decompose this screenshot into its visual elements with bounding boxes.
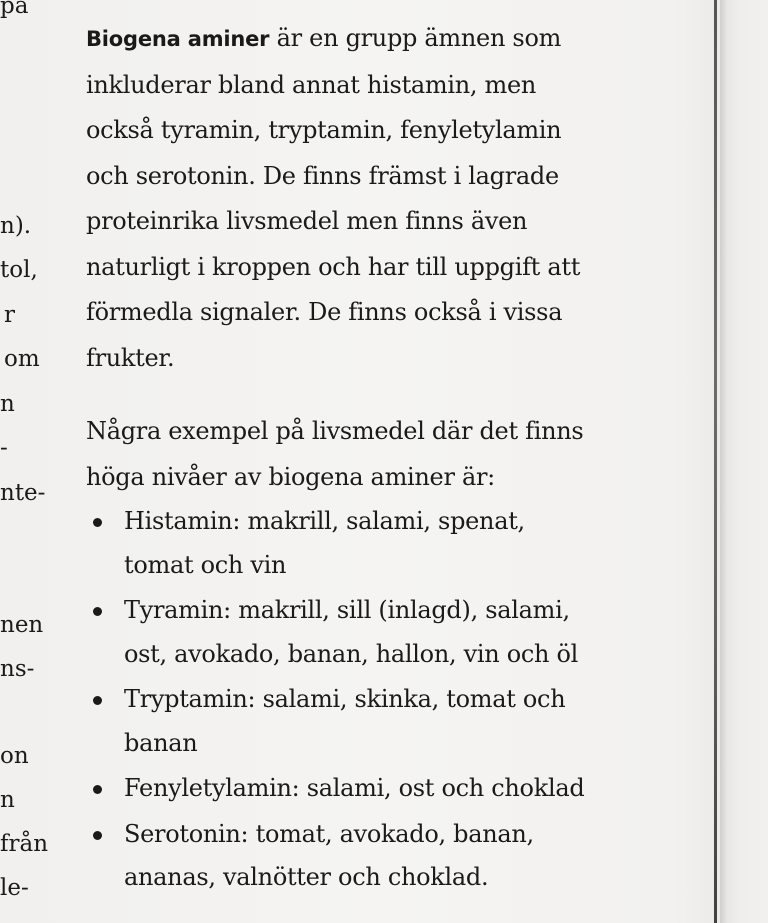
left-fragment: le-: [0, 875, 29, 901]
left-fragment: n).: [0, 213, 32, 239]
paragraph-spacer: [86, 381, 706, 409]
bullet-icon: [93, 518, 102, 527]
intro-line: också tyramin, tryptamin, fenyletylamin: [86, 116, 562, 144]
list-item-line: Tyramin: makrill, sill (inlagd), salami,: [124, 596, 570, 624]
intro-line: frukter.: [86, 343, 175, 372]
examples-line: höga nivåer av biogena aminer är:: [86, 462, 495, 491]
left-fragment: n: [0, 787, 15, 813]
intro-lead: Biogena aminer: [86, 27, 270, 51]
list-item-line: ananas, valnötter och choklad.: [124, 863, 489, 891]
intro-line: är en grupp ämnen som: [269, 24, 562, 52]
list-item-line: Histamin: makrill, salami, spenat,: [124, 507, 525, 535]
article-column: [86, 16, 706, 900]
intro-paragraph: [86, 16, 706, 381]
left-fragment: tol,: [0, 257, 38, 283]
list-item-tryptamin: [86, 678, 706, 765]
list-item-line: Serotonin: tomat, avokado, banan,: [124, 819, 534, 848]
list-item-line: ost, avokado, banan, hallon, vin och öl: [124, 639, 579, 668]
list-item-serotonin: [86, 813, 706, 900]
list-item-line: Tryptamin: salami, skinka, tomat och: [124, 685, 566, 713]
list-item-tyramin: [86, 589, 706, 676]
left-fragment: nte-: [0, 480, 46, 506]
list-item-histamin: [86, 500, 706, 587]
intro-line: och serotonin. De finns främst i lagrade: [86, 161, 559, 190]
facing-page-edge: [720, 0, 768, 923]
left-fragment: r: [4, 302, 15, 328]
previous-column: [0, 0, 60, 923]
left-fragment: on: [0, 743, 29, 769]
amine-list: [86, 500, 706, 900]
list-item-line: tomat och vin: [124, 550, 287, 579]
left-fragment: om: [4, 346, 40, 372]
intro-line: proteinrika livsmedel men finns även: [86, 207, 528, 235]
list-item-line: Fenyletylamin: salami, ost och choklad: [124, 774, 585, 802]
left-fragment: från: [0, 831, 49, 857]
bullet-icon: [93, 785, 102, 794]
bullet-icon: [93, 607, 102, 616]
left-fragment: pa: [0, 0, 29, 19]
list-item-fenyletylamin: [86, 767, 706, 811]
page-gutter: [714, 0, 717, 923]
examples-paragraph: [86, 409, 706, 500]
intro-line: förmedla signaler. De finns också i vissa: [86, 298, 563, 326]
left-fragment: nen: [0, 612, 44, 638]
bullet-icon: [93, 831, 102, 840]
left-fragment: n: [0, 391, 15, 417]
list-item-line: banan: [124, 728, 198, 757]
bullet-icon: [93, 696, 102, 705]
intro-line: inkluderar bland annat histamin, men: [86, 70, 537, 99]
intro-line: naturligt i kroppen och har till uppgift att: [86, 252, 581, 281]
left-fragment: -: [0, 435, 8, 461]
left-fragment: ns-: [0, 656, 35, 682]
examples-line: Några exempel på livsmedel där det finns: [86, 417, 584, 445]
